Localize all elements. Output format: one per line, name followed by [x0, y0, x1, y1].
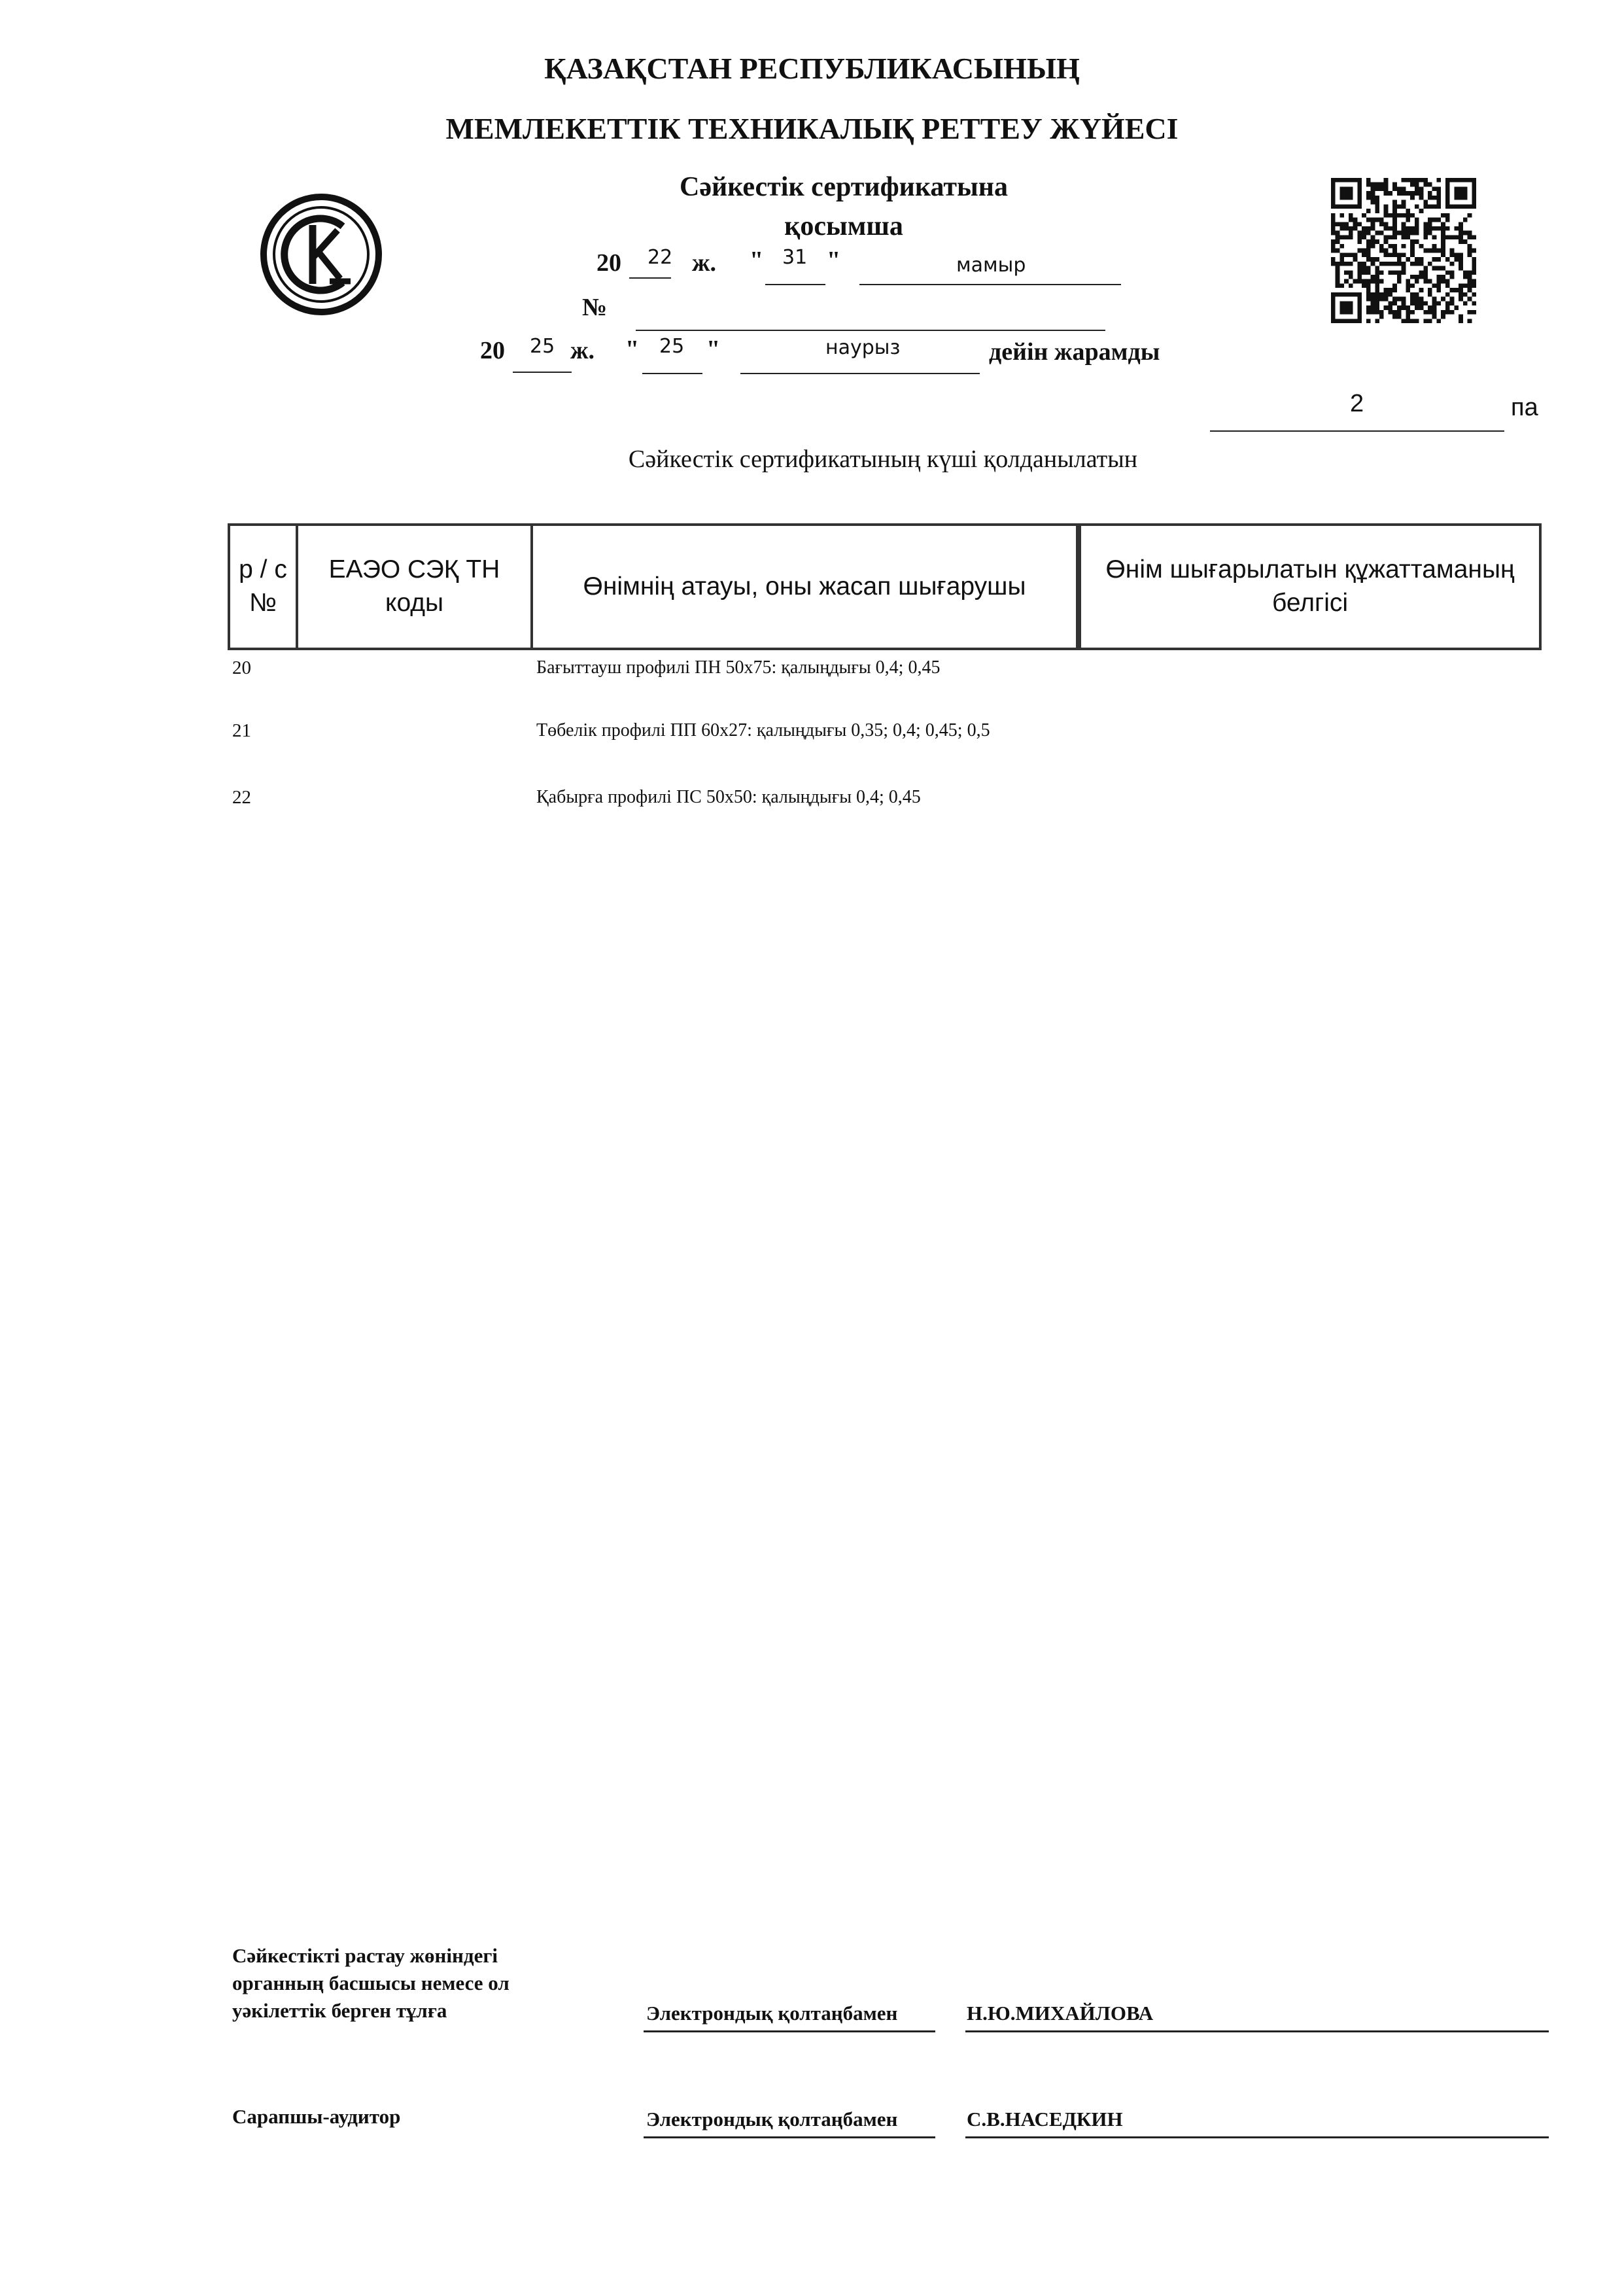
- auditor-signer-name: С.В.НАСЕДКИН: [967, 2108, 1123, 2131]
- issue-close-quote: ": [827, 247, 841, 274]
- issue-century: 20: [596, 249, 621, 277]
- valid-close-quote: ": [706, 336, 721, 363]
- valid-year: 25: [530, 335, 555, 358]
- valid-century: 20: [480, 337, 505, 364]
- col-header-name: Өнімнің атауы, оны жасап шығарушы: [532, 525, 1079, 649]
- row-number: 22: [232, 787, 251, 808]
- qr-code-icon: [1330, 178, 1477, 323]
- issue-year: 22: [648, 246, 673, 269]
- row-product-name: Төбелік профилі ПП 60х27: қалыңдығы 0,35; 0,4; 0,45; 0,5: [536, 720, 990, 740]
- valid-year-underline: [513, 372, 572, 373]
- auditor-sign-method-underline: [644, 2136, 935, 2138]
- valid-month: наурыз: [825, 336, 901, 359]
- header-line-2: МЕМЛЕКЕТТІК ТЕХНИКАЛЫҚ РЕТТЕУ ЖҮЙЕСІ: [445, 112, 1179, 145]
- issue-month: мамыр: [956, 254, 1026, 277]
- head-signer-underline: [965, 2030, 1549, 2032]
- valid-month-underline: [740, 373, 980, 374]
- head-sign-method: Электрондық қолтаңбамен: [646, 2002, 898, 2025]
- head-role-line-2: органның басшысы немесе ол: [232, 1972, 510, 1994]
- table-row: [232, 720, 1409, 746]
- issue-day-underline: [765, 284, 825, 285]
- auditor-signer-underline: [965, 2136, 1549, 2138]
- valid-suffix: дейін жарамды: [989, 338, 1160, 366]
- valid-open-quote: ": [625, 336, 640, 363]
- valid-year-suffix: ж.: [570, 337, 595, 364]
- products-table-header: [228, 523, 1542, 650]
- page-number: 2: [1350, 390, 1364, 417]
- col-header-doc: Өнім шығарылатын құжаттаманың белгісі: [1079, 525, 1540, 649]
- row-product-name: Қабырға профилі ПС 50х50: қалыңдығы 0,4; 0,45: [536, 787, 921, 807]
- header-line-1: ҚАЗАҚСТАН РЕСПУБЛИКАСЫНЫҢ: [544, 52, 1080, 85]
- page-number-underline: [1210, 430, 1504, 432]
- head-role-line-3: уәкілеттік берген тұлға: [232, 1999, 447, 2022]
- issue-year-underline: [629, 277, 671, 279]
- number-label: №: [582, 294, 608, 321]
- col-header-code: ЕАЭО СЭҚ ТН коды: [297, 525, 532, 649]
- head-role-line-1: Сәйкестікті растау жөніндегі: [232, 1944, 498, 1967]
- row-product-name: Бағыттауш профилі ПН 50х75: қалыңдығы 0,4; 0,45: [536, 657, 941, 678]
- issue-month-underline: [859, 284, 1121, 285]
- subtitle-line-1: Сәйкестік сертификатына: [680, 172, 1008, 202]
- head-signer-name: Н.Ю.МИХАЙЛОВА: [967, 2002, 1154, 2025]
- valid-day: 25: [659, 335, 685, 358]
- auditor-role: Сарапшы-аудитор: [232, 2105, 401, 2128]
- number-underline: [636, 330, 1105, 331]
- subtitle-line-2: қосымша: [784, 211, 903, 241]
- valid-day-underline: [642, 373, 702, 374]
- issue-year-suffix: ж.: [692, 249, 717, 277]
- col-header-num: р / с №: [229, 525, 297, 649]
- applies-to-title: Сәйкестік сертификатының күші қолданылатын: [628, 445, 1138, 473]
- page-suffix: па: [1511, 394, 1538, 421]
- issue-open-quote: ": [750, 247, 764, 274]
- table-row: [232, 787, 1409, 813]
- auditor-sign-method: Электрондық қолтаңбамен: [646, 2108, 898, 2131]
- head-sign-method-underline: [644, 2030, 935, 2032]
- table-row: [232, 657, 1409, 684]
- row-number: 20: [232, 657, 251, 678]
- kz-conformity-logo-icon: [259, 192, 383, 317]
- row-number: 21: [232, 720, 251, 741]
- issue-day: 31: [782, 246, 808, 269]
